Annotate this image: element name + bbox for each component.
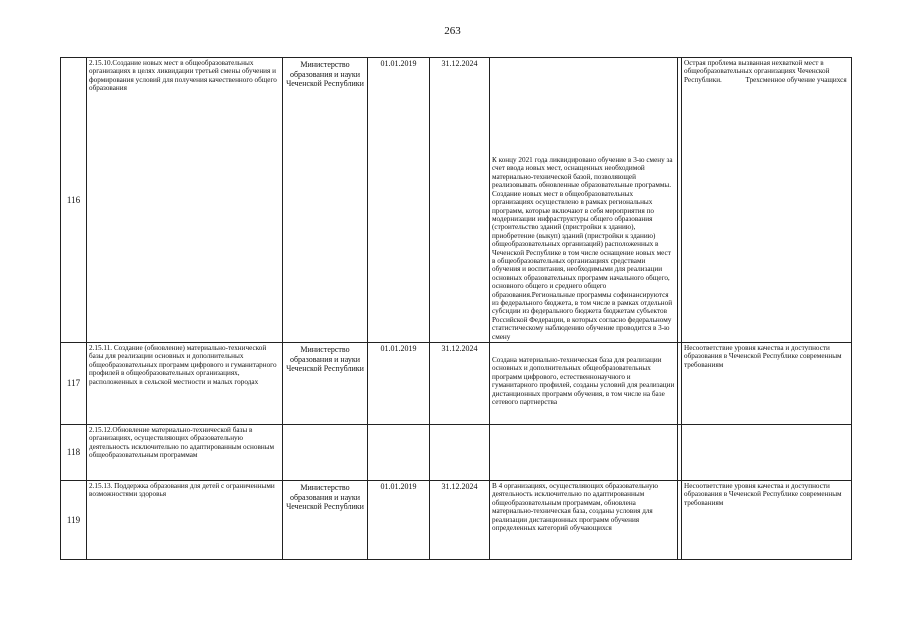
page-number: 263 <box>444 25 461 37</box>
end-date: 31.12.2024 <box>430 58 490 343</box>
measures-table <box>60 57 852 560</box>
start-date: 01.01.2019 <box>368 481 430 560</box>
executor: Министерство образования и науки Чеченской Республики <box>283 481 368 560</box>
table-row <box>61 425 852 481</box>
problem-text <box>682 425 852 481</box>
problem-text: Острая проблема вызванная нехваткой мест в общеобразовательных организациях Чеченской Республики. <box>684 59 830 84</box>
event-name: 2.15.13. Поддержка образования для детей с ограниченными возможностями здоровья <box>87 481 283 560</box>
end-date: 31.12.2024 <box>430 481 490 560</box>
event-name: 2.15.12.Обновление материально-технической базы в организациях, осуществляющих образовательную деятельность исключительно по адаптированным основным общеобразовательным программам <box>87 425 283 481</box>
row-number: 117 <box>61 343 87 425</box>
executor: Министерство образования и науки Чеченской Республики <box>283 343 368 425</box>
expected-result: Создана материально-техническая база для реализации основных и дополнительных общеобразовательных программ цифрового, естественнонаучного и гуманитарного профилей, созданы условий для реализации дистанционных программ обучения, в том числе на базе сетевого партнерства <box>492 356 675 407</box>
expected-result: К концу 2021 года ликвидировано обучение в 3-ю смену за счет ввода новых мест, оснащенных необходимой материально-технической базой, позволяющей реализовывать обновленные образовательные программы. Создание новых мест в общеобразовательных организациях осуществлено в рамках региональных программ, которые включают в себя мероприятия по модернизации инфраструктуры общего образования (строительство зданий (пристройки к зданию), приобретение (выкуп) зданий (пристройки к зданию) общеобразовательных организаций) расположенных в Чеченской Республике в том числе оснащение новых мест в общеобразовательных организациях средствами обучения и воспитания, необходимыми для реализации основных образовательных программ начального общего, основного общего и среднего общего образования.Региональные программы софинансируются из федерального бюджета, в том числе в рамках отдельной субсидии из федерального бюджета бюджетам субъектов Российской Федерации, в которых согласно федеральному статистическому наблюдению обучение проводится в 3-ю смену <box>490 58 678 343</box>
event-name: 2.15.11. Создание (обновление) материально-технической базы для реализации основных и дополнительных общеобразовательных программ цифрового и гуманитарного профилей в общеобразовательных организациях, расположенных в сельской местности и малых городах <box>87 343 283 425</box>
table-row <box>61 58 852 343</box>
table-row <box>61 481 852 560</box>
expected-result-cell <box>490 343 678 425</box>
start-date: 01.01.2019 <box>368 58 430 343</box>
end-date: 31.12.2024 <box>430 343 490 425</box>
executor: Министерство образования и науки Чеченской Республики <box>283 58 368 343</box>
problem-text: Несоответствие уровня качества и доступности образования в Чеченской Республике современным требованиям <box>682 481 852 560</box>
end-date <box>430 425 490 481</box>
row-number: 118 <box>61 425 87 481</box>
start-date <box>368 425 430 481</box>
expected-result <box>490 425 678 481</box>
expected-result: В 4 организациях, осуществляющих образовательную деятельность исключительно по адаптированным общеобразовательным программам, обновлена материально-техническая база, созданы условия для реализации дистанционных программ обучения определенных категорий обучающихся <box>490 481 678 560</box>
problem-text: Несоответствие уровня качества и доступности образования в Чеченской Республике современным требованиям <box>682 343 852 425</box>
table-row <box>61 343 852 425</box>
row-number: 116 <box>61 58 87 343</box>
executor <box>283 425 368 481</box>
start-date: 01.01.2019 <box>368 343 430 425</box>
problem-text-continued: Трехсменное обучение учащихся <box>745 75 847 84</box>
row-number: 119 <box>61 481 87 560</box>
event-name: 2.15.10.Создание новых мест в общеобразовательных организациях в целях ликвидации третьей смены обучения и формирования условий для получения качественного общего образования <box>87 58 283 343</box>
problem-cell <box>682 58 852 343</box>
